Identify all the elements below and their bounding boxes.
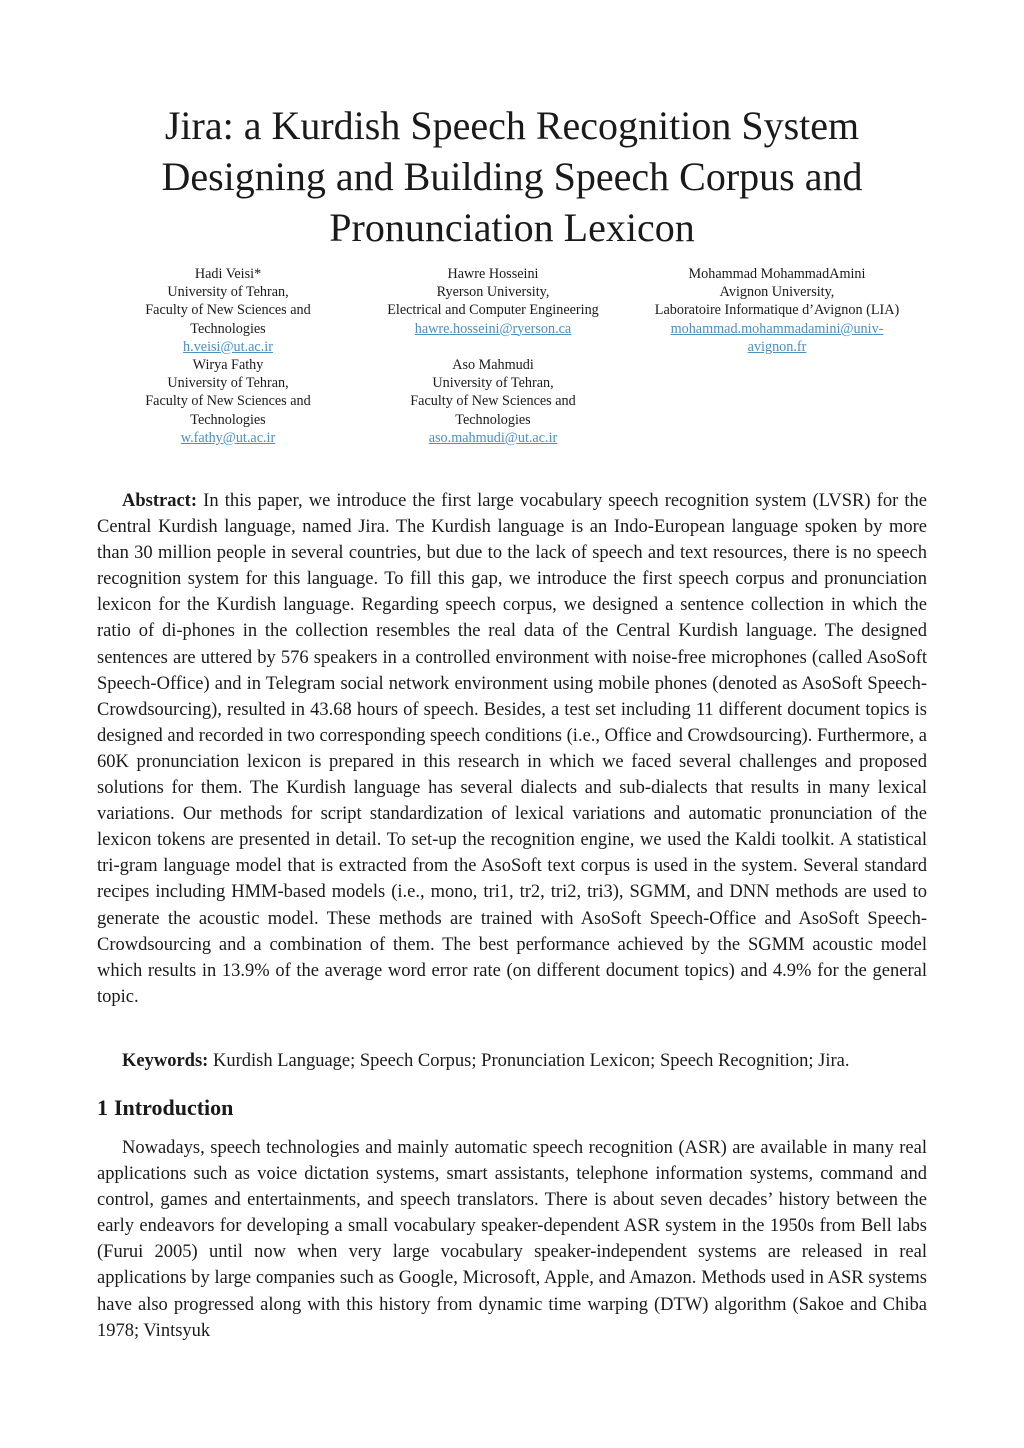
introduction-paragraph: Nowadays, speech technologies and mainly automatic speech recognition (ASR) are available in many real applications such as voice dictation systems, smart assistants, telephone information systems, command and control, games and entertainments, and speech translators. There is about seven decades’ history between the early endeavors for developing a small vocabulary speaker-dependent ASR system in the 1950s from Bell labs (Furui 2005) until now when very large vocabulary speaker-independent systems are released in real applications by large companies such as Google, Microsoft, Apple, and Amazon. Methods used in ASR systems have also progressed along with this history from dynamic time warping (DTW) algorithm (Sakoe and Chiba 1978; Vintsyuk: [97, 1138, 927, 1341]
author-block-veisi: [118, 265, 338, 356]
author-affiliation: University of Tehran,: [167, 284, 289, 301]
author-affiliation: Technologies: [190, 411, 266, 428]
section-title: Introduction: [114, 1095, 234, 1120]
author-name: Aso Mahmudi: [452, 357, 534, 373]
section-number: 1: [97, 1095, 108, 1120]
author-affiliation: Laboratoire Informatique d’Avignon (LIA): [654, 302, 900, 319]
author-affiliation: Technologies: [190, 320, 266, 337]
abstract-text: In this paper, we introduce the first large vocabulary speech recognition system (LVSR) for the Central Kurdish language, named Jira. The Kurdish language is an Indo-European language spoken by more than 30 million people in several countries, but due to the lack of speech and text resources, there is no speech recognition system for this language. To fill this gap, we introduce the first speech corpus and pronunciation lexicon for the Kurdish language. Regarding speech corpus, we designed a sentence collection in which the ratio of di-phones in the collection resembles the real data of the Central Kurdish language. The designed sentences are uttered by 576 speakers in a controlled environment with noise-free microphones (called AsoSoft Speech-Office) and in Telegram social network environment using mobile phones (denoted as AsoSoft Speech-Crowdsourcing), resulted in 43.68 hours of speech. Besides, a test set including 11 different document topics is designed and recorded in two corresponding speech conditions (i.e., Office and Crowdsourcing). Furthermore, a 60K pronunciation lexicon is prepared in this research in which we faced several challenges and proposed solutions for them. The Kurdish language has several dialects and sub-dialects that results in many lexical variations. Our methods for script standardization of lexical variations and automatic pronunciation of the lexicon tokens are presented in detail. To set-up the recognition engine, we used the Kaldi toolkit. A statistical tri-gram language model that is extracted from the AsoSoft text corpus is used in the system. Several standard recipes including HMM-based models (i.e., mono, tri1, tr2, tri2, tri3), SGMM, and DNN methods are used to generate the acoustic model. These methods are trained with AsoSoft Speech-Office and AsoSoft Speech-Crowdsourcing and a combination of them. The best performance achieved by the SGMM acoustic model which results in 13.9% of the average word error rate (on different document topics) and 4.9% for the general topic.: [97, 491, 928, 1007]
author-email-link[interactable]: h.veisi@ut.ac.ir: [183, 338, 273, 355]
author-email-link[interactable]: aso.mahmudi@ut.ac.ir: [428, 429, 558, 446]
author-block-fathy: [118, 356, 338, 447]
author-email-link[interactable]: mohammad.mohammadamini@univ-: [670, 320, 884, 337]
author-affiliation: University of Tehran,: [432, 375, 554, 392]
author-affiliation: Faculty of New Sciences and: [145, 302, 311, 319]
author-email-link[interactable]: hawre.hosseini@ryerson.ca: [414, 320, 572, 337]
author-name: Hadi Veisi*: [194, 266, 262, 282]
author-name: Mohammad MohammadAmini: [688, 266, 866, 282]
author-name: Wirya Fathy: [192, 357, 264, 373]
author-email-link[interactable]: w.fathy@ut.ac.ir: [180, 429, 276, 446]
author-email-link[interactable]: avignon.fr: [747, 338, 807, 355]
title-line-2: Designing and Building Speech Corpus and: [161, 154, 863, 199]
author-affiliation: Ryerson University,: [436, 284, 550, 301]
author-affiliation: Electrical and Computer Engineering: [387, 302, 599, 319]
title-line-3: Pronunciation Lexicon: [329, 205, 695, 250]
author-affiliation: Faculty of New Sciences and: [410, 393, 576, 410]
author-affiliation: Avignon University,: [719, 284, 835, 301]
author-block-mohammadamini: [636, 265, 918, 356]
author-affiliation: Faculty of New Sciences and: [145, 393, 311, 410]
paper-title: [97, 100, 927, 253]
section-heading: [97, 1094, 239, 1122]
author-name: Hawre Hosseini: [447, 266, 539, 282]
title-line-1: Jira: a Kurdish Speech Recognition System: [164, 103, 860, 148]
keywords-paragraph: [97, 1048, 927, 1074]
author-block-hosseini: [362, 265, 624, 338]
abstract-paragraph: [97, 488, 927, 1010]
keywords-text: Kurdish Language; Speech Corpus; Pronunciation Lexicon; Speech Recognition; Jira.: [212, 1051, 850, 1071]
author-affiliation: Technologies: [455, 411, 531, 428]
author-block-mahmudi: [362, 356, 624, 447]
keywords-label: Keywords:: [122, 1051, 209, 1071]
abstract-label: Abstract:: [122, 491, 198, 511]
author-affiliation: University of Tehran,: [167, 375, 289, 392]
